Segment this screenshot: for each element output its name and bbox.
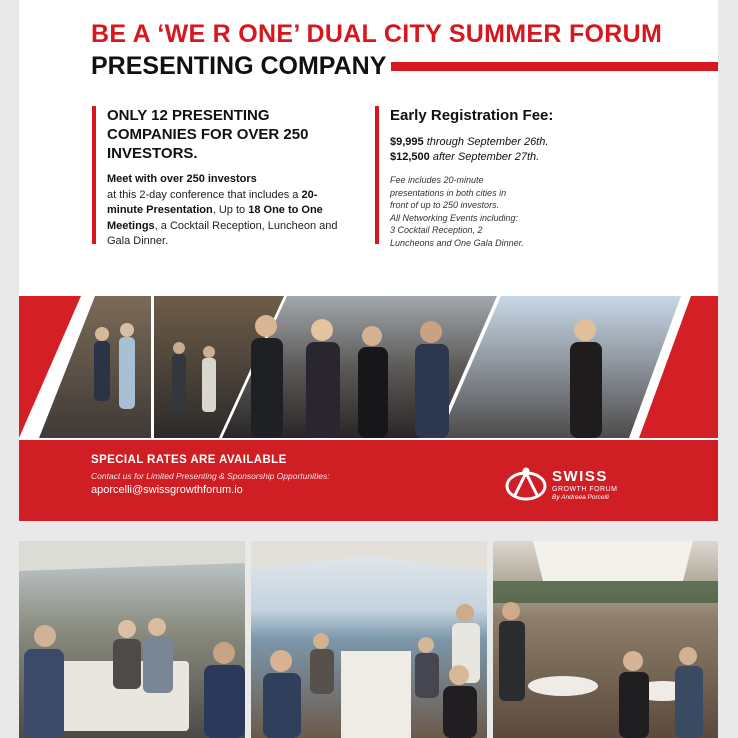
presenting-heading xyxy=(107,106,347,163)
desc-text: , a Cocktail Reception, Luncheon and Gala Dinner. xyxy=(107,219,338,247)
logo-byline: By Andreea Porcelli xyxy=(552,494,609,501)
note-line: 3 Cocktail Reception, 2 xyxy=(390,225,483,236)
logo-subtitle: GROWTH FORUM xyxy=(552,486,618,493)
logo-name: SWISS xyxy=(552,468,608,485)
desc-text: at this 2-day conference that includes a xyxy=(107,188,299,201)
swiss-logo-icon xyxy=(504,465,548,503)
bottom-photo-terrace xyxy=(251,541,487,738)
fee-early xyxy=(390,135,590,150)
special-rates-banner xyxy=(19,440,718,521)
bottom-photo-marina xyxy=(19,541,245,738)
event-photo-strip xyxy=(19,296,718,438)
swiss-growth-forum-logo xyxy=(504,465,654,505)
fee-note xyxy=(390,174,590,250)
fee-amount: $9,995 xyxy=(390,136,424,148)
note-line: All Networking Events including: xyxy=(390,212,519,223)
heading-line: INVESTORS. xyxy=(107,145,198,162)
desc-text: , Up to xyxy=(212,204,249,216)
intro-bold: Meet with over 250 investors xyxy=(107,173,257,185)
note-line: presentations in both cities in xyxy=(390,187,507,198)
fee-date: after September 27th. xyxy=(432,151,540,163)
special-rates-title: SPECIAL RATES ARE AVAILABLE xyxy=(91,454,287,466)
title-line-1: BE A ‘WE R ONE’ DUAL CITY SUMMER FORUM xyxy=(91,20,663,48)
flyer-card xyxy=(19,0,718,521)
heading-line: ONLY 12 PRESENTING xyxy=(107,107,270,124)
desc-bold: 20-minute Presentation xyxy=(107,188,318,216)
contact-line: Contact us for Limited Presenting & Sponsorship Opportunities: xyxy=(91,471,330,481)
presenting-info-column xyxy=(92,106,347,247)
presenting-description xyxy=(107,172,347,250)
fee-list xyxy=(390,135,590,165)
fee-late xyxy=(390,150,590,165)
fee-column xyxy=(375,106,590,248)
desc-bold: 18 One to One Meetings xyxy=(107,204,323,232)
bottom-photo-restaurant xyxy=(493,541,718,738)
fee-heading: Early Registration Fee: xyxy=(390,107,554,124)
contact-email[interactable]: aporcelli@swissgrowthforum.io xyxy=(91,484,243,496)
note-line: front of up to 250 investors. xyxy=(390,200,500,211)
title-accent-bar xyxy=(391,62,718,71)
heading-line: COMPANIES FOR OVER 250 xyxy=(107,126,309,143)
fee-amount: $12,500 xyxy=(390,151,430,163)
note-line: Fee includes 20-minute xyxy=(390,175,484,185)
fee-date: through September 26th. xyxy=(426,136,549,148)
note-line: Luncheons and One Gala Dinner. xyxy=(390,237,524,248)
title-line-2: PRESENTING COMPANY xyxy=(91,52,387,80)
